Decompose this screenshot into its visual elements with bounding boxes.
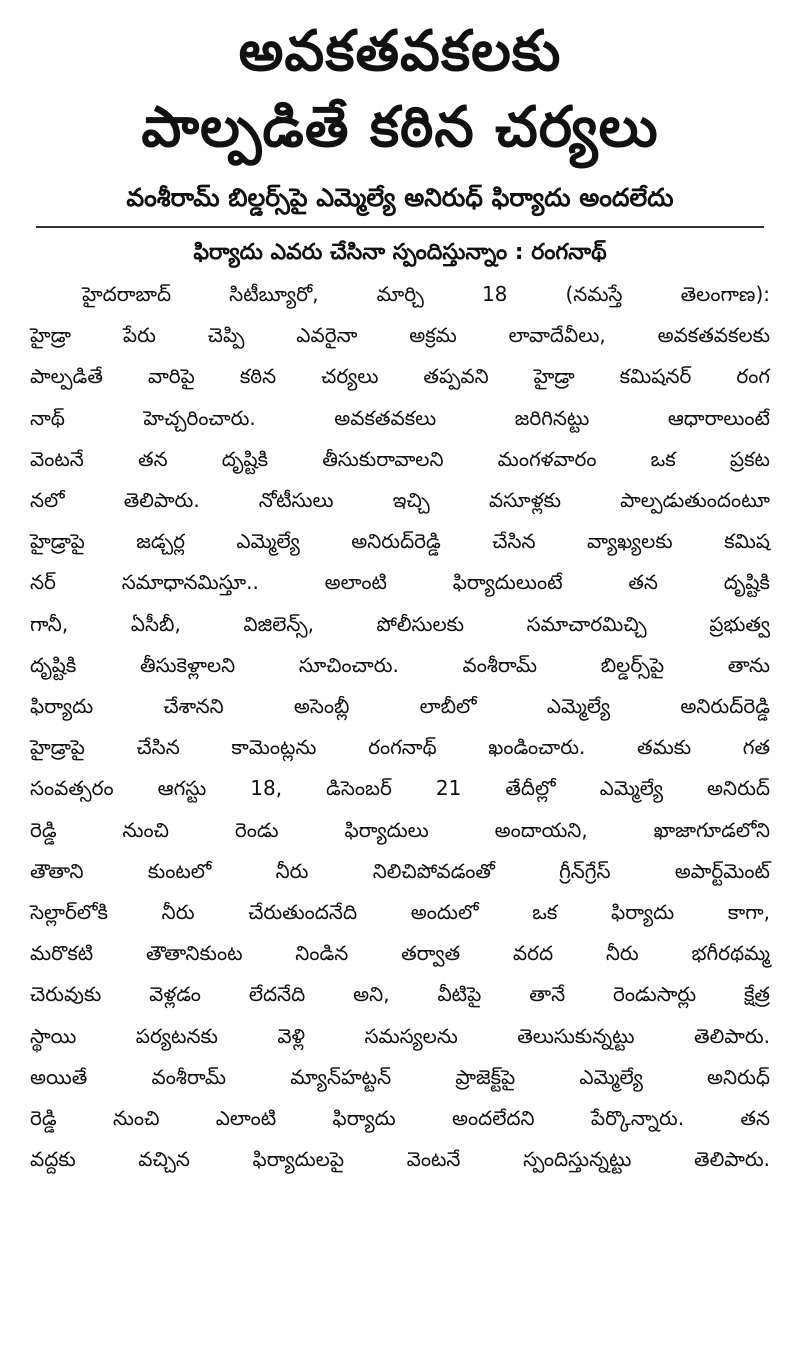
body-line: చెరువుకు వెళ్లడం లేదనేది అని, వీటిపై తానే రెండుసార్లు క్షేత్ర <box>30 982 770 1007</box>
body-line: మరొకటి తౌతానికుంట నిండిన తర్వాత వరద నీరు భగీరథమ్మ <box>30 941 770 966</box>
body-line: వెంటనే తన దృష్టికి తీసుకురావాలని మంగళవారం ఒక ప్రకట <box>30 446 770 471</box>
kicker: ఫిర్యాదు ఎవరు చేసినా స్పందిస్తున్నాం : రంగనాథ్ <box>193 240 607 265</box>
headline <box>30 14 770 166</box>
body-line: హైడ్రా పేరు చెప్పి ఎవరైనా అక్రమ లావాదేవీలు, అవకతవకలకు <box>30 323 770 348</box>
body-line: స్థాయి పర్యటనకు వెళ్లి సమస్యలను తెలుసుకున్నట్టు తెలిపారు. <box>30 1023 770 1048</box>
body-line: పాల్పడితే వారిపై కఠిన చర్యలు తప్పవని హైడ్రా కమిషనర్ రంగ <box>30 364 770 389</box>
body-line: హైడ్రాపై జడ్చర్ల ఎమ్మెల్యే అనిరుద్‌రెడ్డి చేసిన వ్యాఖ్యలకు కమిష <box>30 529 770 554</box>
body-line: వద్దకు వచ్చిన ఫిర్యాదులపై వెంటనే స్పందిస్తున్నట్టు తెలిపారు. <box>30 1147 770 1172</box>
body-line: సంవత్సరం ఆగస్టు 18, డిసెంబర్ 21 తేదీల్లో ఎమ్మెల్యే అనిరుద్ <box>30 776 770 801</box>
divider-rule <box>36 226 764 228</box>
body-line: నర్ సమాధానమిస్తూ.. అలాంటి ఫిర్యాదులుంటే తన దృష్టికి <box>30 570 770 595</box>
article-body <box>30 274 770 1180</box>
body-line: గానీ, ఏసీబీ, విజిలెన్స్, పోలీసులకు సమాచారమిచ్చి ప్రభుత్వ <box>30 611 770 636</box>
body-line: అయితే వంశీరామ్ మ్యాన్‌హట్టన్ ప్రాజెక్ట్‌పై ఎమ్మెల్యే అనిరుధ్ <box>30 1064 770 1089</box>
body-line: హైడ్రాపై చేసిన కామెంట్లను రంగనాథ్ ఖండించారు. తమకు గత <box>30 735 770 760</box>
body-line: సెల్లార్‌లోకి నీరు చేరుతుందనేది అందులో ఒక ఫిర్యాదు కాగా, <box>30 900 770 925</box>
body-line: రెడ్డి నుంచి ఎలాంటి ఫిర్యాదు అందలేదని పేర్కొన్నారు. తన <box>30 1106 770 1131</box>
body-line: హైదరాబాద్ సిటీబ్యూరో, మార్చి 18 (నమస్తే తెలంగాణ): <box>82 282 770 306</box>
subheadline: వంశీరామ్ బిల్డర్స్‌పై ఎమ్మెల్యే అనిరుధ్ ఫిర్యాదు అందలేదు <box>126 183 674 212</box>
body-line: తౌతాని కుంటలో నీరు నిలిచిపోవడంతో గ్రీన్‌గ్రేస్ అపార్ట్‌మెంట్ <box>30 858 770 883</box>
headline-line-2: పాల్పడితే కఠిన చర్యలు <box>141 95 659 160</box>
body-line: నలో తెలిపారు. నోటీసులు ఇచ్చి వసూళ్లకు పాల్పడుతుందంటూ <box>30 488 770 513</box>
body-line: నాథ్ హెచ్చరించారు. అవకతవకలు జరిగినట్టు ఆధారాలుంటే <box>30 405 770 430</box>
body-line: ఫిర్యాదు చేశానని అసెంబ్లీ లాబీలో ఎమ్మెల్యే అనిరుద్‌రెడ్డి <box>30 694 770 719</box>
body-line: రెడ్డి నుంచి రెండు ఫిర్యాదులు అందాయని, ఖాజాగూడలోని <box>30 817 770 842</box>
body-line: దృష్టికి తీసుకెళ్లాలని సూచించారు. వంశీరామ్ బిల్డర్స్‌పై తాను <box>30 652 770 677</box>
headline-line-1: అవకతవకలకు <box>238 19 562 84</box>
